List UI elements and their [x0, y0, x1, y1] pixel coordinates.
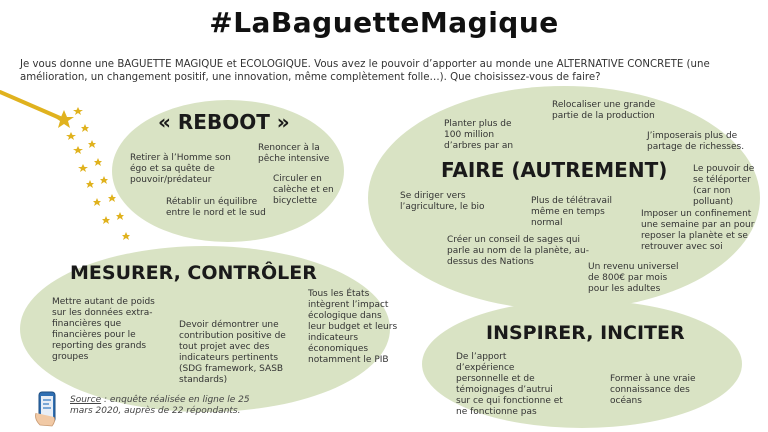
- star-icon: [54, 110, 74, 128]
- star-icon: [93, 198, 101, 206]
- inspirer-item: Former à une vraie connaissance des océans: [610, 374, 696, 406]
- faire-item: Le pouvoir de se téléporter (car non polluant): [693, 164, 755, 207]
- reboot-heading: « REBOOT »: [158, 110, 290, 134]
- faire-item: Créer un conseil de sages qui parle au nom de la planète, au-dessus des Nations: [447, 235, 589, 267]
- star-icon: [73, 146, 83, 154]
- source-label: Source: [70, 395, 102, 405]
- faire-item: Planter plus de 100 million d’arbres par an: [444, 119, 514, 151]
- star-icon: [102, 216, 110, 224]
- mesurer-item: Devoir démontrer une contribution positive de tout projet avec des indicateurs pertinents (SDG framework, SASB standards): [179, 320, 286, 385]
- mesurer-item: Mettre autant de poids sur les données extra-financières que financières pour le reporting des grands groupes: [52, 297, 155, 362]
- mesurer-item: Tous les États intègrent l’impact écologique dans leur budget et leurs indicateurs économiques notamment le PIB: [308, 289, 398, 365]
- faire-item: Un revenu universel de 800€ par mois pour les adultes: [588, 262, 679, 294]
- reboot-item: Retirer à l’Homme son égo et sa quête de pouvoir/prédateur: [130, 153, 231, 185]
- star-icon: [73, 107, 83, 115]
- source-note: [70, 395, 270, 417]
- phone-survey-icon: [32, 389, 62, 429]
- star-icon: [88, 140, 96, 148]
- intro-text: Je vous donne une BAGUETTE MAGIQUE et ECOLOGIQUE. Vous avez le pouvoir d’apporter au monde une ALTERNATIVE CONCRETE (une amélioration, un changement positif, une innovation, même complètement folle…). Que choisissez-vous de faire?: [20, 59, 710, 83]
- star-icon: [81, 124, 89, 132]
- star-icon: [94, 158, 102, 166]
- reboot-item: Circuler en calèche et en bicyclette: [273, 174, 334, 206]
- page-title: #LaBaguetteMagique: [209, 6, 559, 39]
- mesurer-heading: MESURER, CONTRÔLER: [70, 262, 317, 284]
- star-icon: [66, 132, 76, 140]
- star-icon: [86, 180, 94, 188]
- faire-item: Plus de télétravail même en temps normal: [531, 196, 612, 228]
- wand-icon: [0, 92, 60, 118]
- inspirer-heading: INSPIRER, INCITER: [486, 322, 685, 344]
- reboot-item: Rétablir un équilibre entre le nord et le sud: [166, 197, 266, 218]
- faire-item: Imposer un confinement une semaine par an pour reposer la planète et se retrouver avec soi: [641, 209, 755, 252]
- star-icon: [78, 164, 88, 172]
- star-icon: [100, 176, 108, 184]
- star-icon: [122, 232, 130, 240]
- faire-heading: FAIRE (AUTREMENT): [441, 158, 668, 182]
- star-icon: [116, 212, 124, 220]
- faire-item: Relocaliser une grande partie de la production: [552, 100, 656, 121]
- inspirer-item: De l’apport d’expérience personnelle et de témoignages d’autrui sur ce qui fonctionne et ne fonctionne pas: [456, 352, 563, 417]
- reboot-item: Renoncer à la pêche intensive: [258, 143, 330, 164]
- source-text: : enquête réalisée en ligne le 25 mars 2020, auprès de 22 répondants.: [70, 395, 250, 416]
- faire-item: Se diriger vers l’agriculture, le bio: [400, 191, 485, 212]
- star-icon: [108, 194, 116, 202]
- faire-item: J’imposerais plus de partage de richesses.: [647, 131, 745, 152]
